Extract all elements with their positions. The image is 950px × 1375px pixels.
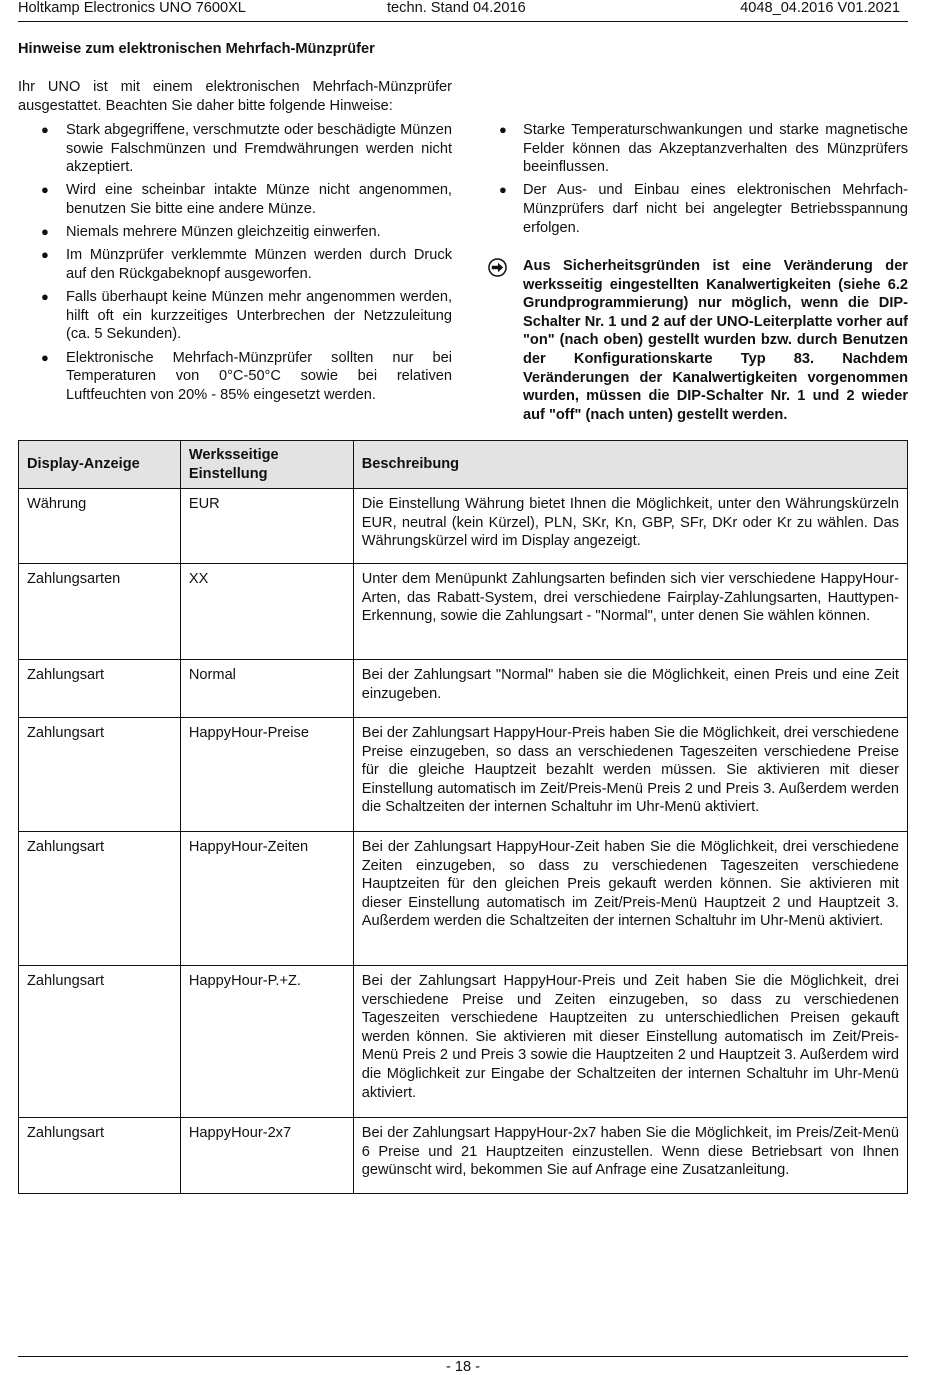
table-header-row	[19, 441, 908, 489]
bullet-icon: ●	[41, 122, 49, 137]
bullet-list-left	[18, 121, 452, 409]
table-row	[19, 564, 908, 660]
header-manufacturer: Holtkamp Electronics UNO 7600XL	[18, 0, 246, 16]
cell-setting: HappyHour-2x7	[180, 1118, 353, 1194]
page-header	[18, 0, 908, 22]
cell-display: Zahlungsart	[19, 718, 181, 832]
intro-paragraph: Ihr UNO ist mit einem elektronischen Mehrfach-Münzprüfer ausgestattet. Beachten Sie daher bitte folgende Hinweise:	[18, 79, 452, 114]
cell-display: Zahlungsarten	[19, 564, 181, 660]
page-number: - 18 -	[445, 1359, 481, 1375]
list-item: ● Niemals mehrere Münzen gleichzeitig einwerfen.	[41, 224, 381, 241]
cell-setting: XX	[180, 564, 353, 660]
header-tech-stand: techn. Stand 04.2016	[387, 0, 526, 16]
safety-notice-text: Aus Sicherheitsgründen ist eine Veränderung der werksseitig eingestellten Kanalwertigkeiten (siehe 6.2 Grundprogrammierung) nur möglich, wenn die DIP-Schalter Nr. 1 und 2 auf der UNO-Leiterplatte vorher auf "on" (nach oben) gestellt wurden bzw. durch Benutzen der Konfigurationskarte Typ 83. Nachdem Veränderungen der Kanalwertigkeiten vorgenommen wurden, müssen die DIP-Schalter Nr. 1 und 2 wieder auf "off" (nach unten) gestellt werden.	[523, 258, 908, 423]
bullet-icon: ●	[41, 182, 49, 198]
safety-notice	[488, 257, 908, 424]
cell-setting: HappyHour-Preise	[180, 718, 353, 832]
bullet-icon: ●	[41, 289, 49, 305]
bullet-icon: ●	[41, 349, 49, 365]
table-row	[19, 1118, 908, 1194]
header-document-code: 4048_04.2016 V01.2021	[740, 0, 900, 16]
arrow-right-circle-icon	[488, 258, 507, 277]
cell-setting: HappyHour-Zeiten	[180, 832, 353, 966]
cell-display: Zahlungsart	[19, 832, 181, 966]
column-header-description: Beschreibung	[353, 441, 907, 489]
settings-table	[18, 440, 908, 1194]
list-item: ● Wird eine scheinbar intakte Münze nicht angenommen, benutzen Sie bitte eine andere Münze.	[41, 182, 452, 217]
column-header-display: Display-Anzeige	[19, 441, 181, 489]
bullet-icon: ●	[41, 247, 49, 263]
cell-display: Zahlungsart	[19, 966, 181, 1118]
section-title: Hinweise zum elektronischen Mehrfach-Münzprüfer	[18, 41, 375, 57]
cell-description: Bei der Zahlungsart HappyHour-2x7 haben Sie die Möglichkeit, im Preis/Zeit-Menü 6 Preise und 21 Hauptzeiten einzustellen. Wenn diese Betriebsart von Ihnen gewünscht wird, bekommen Sie auf Anfrage eine Zusatzanleitung.	[353, 1118, 907, 1194]
list-item: ● Der Aus- und Einbau eines elektronischen Mehrfach-Münzprüfers darf nicht bei angelegter Betriebsspannung erfolgen.	[499, 182, 908, 236]
table-row	[19, 660, 908, 718]
cell-description: Bei der Zahlungsart HappyHour-Zeit haben Sie die Möglichkeit, drei verschiedene Zeiten einzugeben, so dass zu verschiedenen Tageszeiten verschiedene Hauptzeiten für den gleichen Preis gekauft werden können. Sie aktivieren mit dieser Einstellung automatisch im Zeit/Preis-Menü Hauptzeit 2 und Hauptzeit 3. Außerdem werden die Schaltzeiten der internen Schaltuhr im Uhr-Menü aktiviert.	[353, 832, 907, 966]
table-row	[19, 832, 908, 966]
page-footer	[18, 1356, 908, 1375]
bullet-list-right	[497, 121, 908, 242]
table-row	[19, 718, 908, 832]
cell-display: Währung	[19, 489, 181, 564]
list-item: ● Stark abgegriffene, verschmutzte oder beschädigte Münzen sowie Falschmünzen und Fremdwährungen werden nicht akzeptiert.	[41, 122, 452, 176]
cell-description: Bei der Zahlungsart HappyHour-Preis und Zeit haben Sie die Möglichkeit, drei verschiedene Preise und Zeiten einzugeben, so dass zu verschiedenen Tageszeiten verschiedene Hauptzeiten zu unterschiedlichen Preisen gekauft werden können. Sie aktivieren mit dieser Einstellung automatisch im Zeit/Preis-Menü Preis 2 und Preis 3 sowie die Hauptzeiten 2 und Hauptzeit 3. Außerdem wird die Möglichkeit zur Eingabe der Schaltzeiten der internen Schaltuhr im Uhr-Menü aktiviert.	[353, 966, 907, 1118]
table-row	[19, 966, 908, 1118]
cell-display: Zahlungsart	[19, 1118, 181, 1194]
bullet-icon: ●	[499, 122, 507, 137]
cell-description: Bei der Zahlungsart "Normal" haben sie die Möglichkeit, einen Preis und eine Zeit einzugeben.	[353, 660, 907, 718]
cell-description: Unter dem Menüpunkt Zahlungsarten befinden sich vier verschiedene HappyHour-Arten, das Rabatt-System, drei verschiedene Fairplay-Zahlungsarten, Hauttypen-Erkennung, sowie die Zahlungsart - "Normal", unter denen Sie wählen können.	[353, 564, 907, 660]
list-item: ● Im Münzprüfer verklemmte Münzen werden durch Druck auf den Rückgabeknopf ausgeworfen.	[41, 247, 452, 282]
cell-setting: Normal	[180, 660, 353, 718]
cell-setting: HappyHour-P.+Z.	[180, 966, 353, 1118]
list-item: ● Elektronische Mehrfach-Münzprüfer sollten nur bei Temperaturen von 0°C-50°C sowie bei relativen Luftfeuchten von 20% - 85% eingesetzt werden.	[41, 349, 452, 403]
cell-description: Bei der Zahlungsart HappyHour-Preis haben Sie die Möglichkeit, drei verschiedene Preise einzugeben, so dass an verschiedenen Tageszeiten verschiedene Preise für die gleiche Hauptzeit bezahlt werden müssen. Sie aktivieren mit dieser Einstellung automatisch im Zeit/Preis-Menü Preis 2 und Preis 3. Außerdem werden die Schaltzeiten der internen Schaltuhr im Uhr-Menü aktiviert.	[353, 718, 907, 832]
table-row	[19, 489, 908, 564]
bullet-icon: ●	[41, 224, 49, 240]
cell-description: Die Einstellung Währung bietet Ihnen die Möglichkeit, unter den Währungskürzeln EUR, neutral (kein Kürzel), PLN, SKr, Kn, GBP, SFr, DKr oder Kr zu wählen. Das Währungskürzel wird im Display angezeigt.	[353, 489, 907, 564]
column-header-setting: Werksseitige Einstellung	[180, 441, 353, 489]
cell-display: Zahlungsart	[19, 660, 181, 718]
list-item: ● Starke Temperaturschwankungen und starke magnetische Felder können das Akzeptanzverhalten des Münzprüfers beeinflussen.	[499, 122, 908, 176]
list-item: ● Falls überhaupt keine Münzen mehr angenommen werden, hilft oft ein kurzzeitiges Unterbrechen der Netzzuleitung (ca. 5 Sekunden).	[41, 289, 452, 343]
cell-setting: EUR	[180, 489, 353, 564]
bullet-icon: ●	[499, 182, 507, 198]
